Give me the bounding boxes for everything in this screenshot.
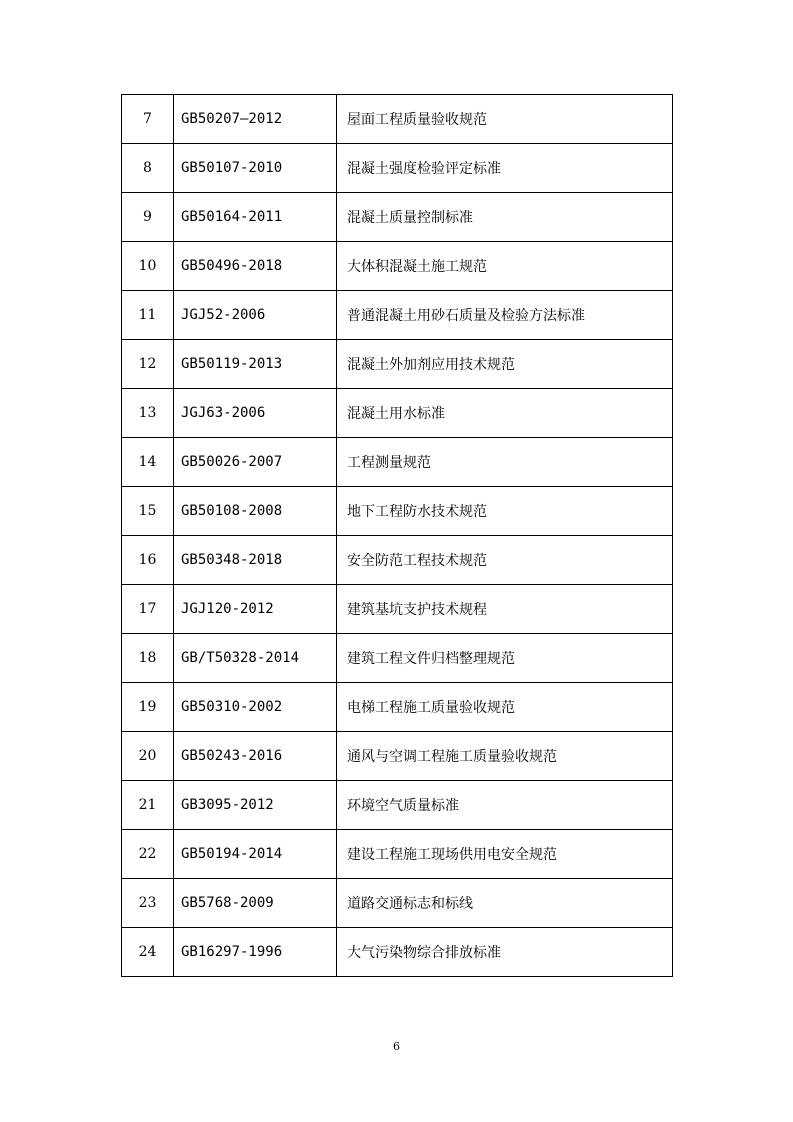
standard-name: 混凝土强度检验评定标准 (337, 144, 673, 193)
standard-name: 大体积混凝土施工规范 (337, 242, 673, 291)
standard-name: 混凝土用水标准 (337, 389, 673, 438)
table-row (122, 830, 673, 879)
standard-name: 大气污染物综合排放标准 (337, 928, 673, 977)
standard-name: 地下工程防水技术规范 (337, 487, 673, 536)
standard-code: GB3095-2012 (174, 781, 337, 830)
standard-name: 屋面工程质量验收规范 (337, 95, 673, 144)
standard-name: 安全防范工程技术规范 (337, 536, 673, 585)
row-number: 11 (122, 291, 174, 340)
table-row (122, 438, 673, 487)
standard-code: JGJ63-2006 (174, 389, 337, 438)
row-number: 8 (122, 144, 174, 193)
standard-name: 电梯工程施工质量验收规范 (337, 683, 673, 732)
standard-name: 工程测量规范 (337, 438, 673, 487)
table-row (122, 193, 673, 242)
row-number: 12 (122, 340, 174, 389)
row-number: 24 (122, 928, 174, 977)
standard-code: GB50108-2008 (174, 487, 337, 536)
row-number: 20 (122, 732, 174, 781)
row-number: 18 (122, 634, 174, 683)
row-number: 14 (122, 438, 174, 487)
row-number: 17 (122, 585, 174, 634)
standard-code: GB50164-2011 (174, 193, 337, 242)
row-number: 13 (122, 389, 174, 438)
row-number: 22 (122, 830, 174, 879)
row-number: 23 (122, 879, 174, 928)
standard-name: 混凝土外加剂应用技术规范 (337, 340, 673, 389)
table-row (122, 95, 673, 144)
table-row (122, 487, 673, 536)
standard-code: GB50243-2016 (174, 732, 337, 781)
table-row (122, 928, 673, 977)
table-row (122, 389, 673, 438)
standard-code: GB16297-1996 (174, 928, 337, 977)
standard-code: GB/T50328-2014 (174, 634, 337, 683)
standard-code: JGJ52-2006 (174, 291, 337, 340)
row-number: 21 (122, 781, 174, 830)
standard-name: 道路交通标志和标线 (337, 879, 673, 928)
standard-code: GB50310-2002 (174, 683, 337, 732)
standard-code: GB50119-2013 (174, 340, 337, 389)
table-row (122, 291, 673, 340)
row-number: 9 (122, 193, 174, 242)
table-row (122, 340, 673, 389)
standard-name: 建设工程施工现场供用电安全规范 (337, 830, 673, 879)
standard-code: GB5768-2009 (174, 879, 337, 928)
table-row (122, 634, 673, 683)
table-row (122, 781, 673, 830)
table-row (122, 242, 673, 291)
standard-code: GB50496-2018 (174, 242, 337, 291)
standard-code: GB50348-2018 (174, 536, 337, 585)
standard-name: 普通混凝土用砂石质量及检验方法标准 (337, 291, 673, 340)
standard-name: 建筑工程文件归档整理规范 (337, 634, 673, 683)
row-number: 10 (122, 242, 174, 291)
standard-name: 通风与空调工程施工质量验收规范 (337, 732, 673, 781)
row-number: 19 (122, 683, 174, 732)
table-row (122, 585, 673, 634)
table-row (122, 732, 673, 781)
row-number: 7 (122, 95, 174, 144)
standard-code: JGJ120-2012 (174, 585, 337, 634)
table-row (122, 144, 673, 193)
table-row (122, 536, 673, 585)
table-row (122, 683, 673, 732)
standard-code: GB50026-2007 (174, 438, 337, 487)
table-row (122, 879, 673, 928)
standard-name: 环境空气质量标准 (337, 781, 673, 830)
standard-name: 建筑基坑支护技术规程 (337, 585, 673, 634)
standard-code: GB50194-2014 (174, 830, 337, 879)
row-number: 15 (122, 487, 174, 536)
standard-code: GB50107-2010 (174, 144, 337, 193)
row-number: 16 (122, 536, 174, 585)
standard-name: 混凝土质量控制标准 (337, 193, 673, 242)
standards-table-body (122, 95, 673, 977)
page-number: 6 (393, 1040, 400, 1053)
standard-code: GB50207—2012 (174, 95, 337, 144)
standards-table (121, 94, 673, 977)
